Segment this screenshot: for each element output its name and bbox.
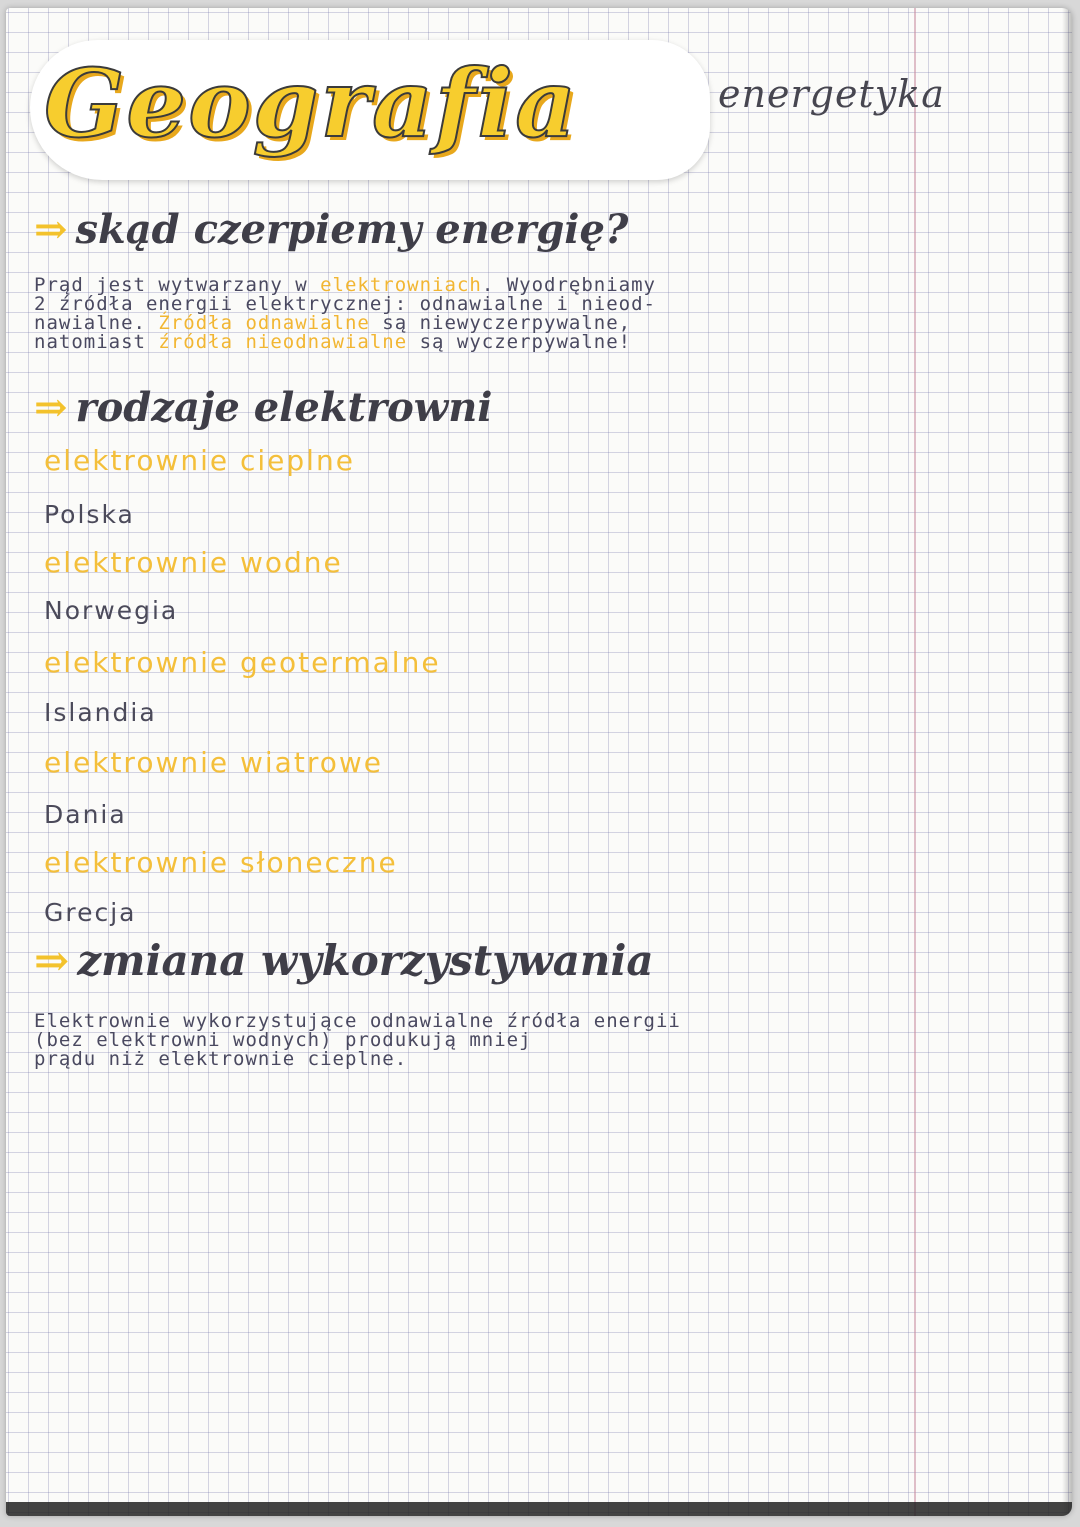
country-label: Polska [44,500,135,529]
text-run: 2 źródła energii elektrycznej: odnawialne i nieod- [34,293,656,315]
plant-type-label: elektrownie wiatrowe [44,746,383,779]
notebook-bottom-edge [6,1502,1072,1516]
section-heading-text: zmiana wykorzystywania [77,936,654,985]
paragraph-line [34,333,914,352]
section-heading-change [34,936,654,985]
paragraph-line: prądu niż elektrownie cieplne. [34,1048,408,1070]
country-label: Grecja [44,898,137,927]
highlighted-term: źródła nieodnawialne [158,331,408,353]
page-title: Geografia [44,49,578,159]
section-heading-sources [34,206,628,253]
plant-type-label: elektrownie słoneczne [44,846,398,879]
country-label: Norwegia [44,596,179,625]
plant-type-label: elektrownie geotermalne [44,646,441,679]
arrow-right-icon: ⇒ [34,936,70,985]
highlighted-term: Źródła odnawialne [158,312,370,334]
summary-paragraph [34,1012,914,1069]
country-label: Dania [44,800,127,829]
paragraph-line: (bez elektrowni wodnych) produkują mniej [34,1029,532,1051]
country-label: Islandia [44,698,157,727]
text-run: nawialne. [34,312,159,334]
text-run: . Wyodrębniamy [481,274,656,296]
page-subtitle: energetyka [718,72,945,116]
paragraph-line: Elektrownie wykorzystujące odnawialne źródła energii [34,1010,681,1032]
text-run: są wyczerpywalne! [407,331,632,353]
arrow-right-icon: ⇒ [34,206,68,253]
section-heading-text: skąd czerpiemy energię? [75,206,629,253]
plant-type-label: elektrownie cieplne [44,444,355,477]
plant-type-label: elektrownie wodne [44,546,343,579]
section-heading-text: rodzaje elektrowni [75,384,493,431]
intro-paragraph [34,276,914,352]
text-run: natomiast [34,331,159,353]
text-run: Prąd jest wytwarzany w [34,274,321,296]
arrow-right-icon: ⇒ [34,384,68,431]
highlighted-term: elektrowniach [320,274,482,296]
text-run: są niewyczerpywalne, [369,312,632,334]
margin-line [914,8,916,1516]
section-heading-types [34,384,492,431]
page-edge-shadow [1062,8,1072,1516]
